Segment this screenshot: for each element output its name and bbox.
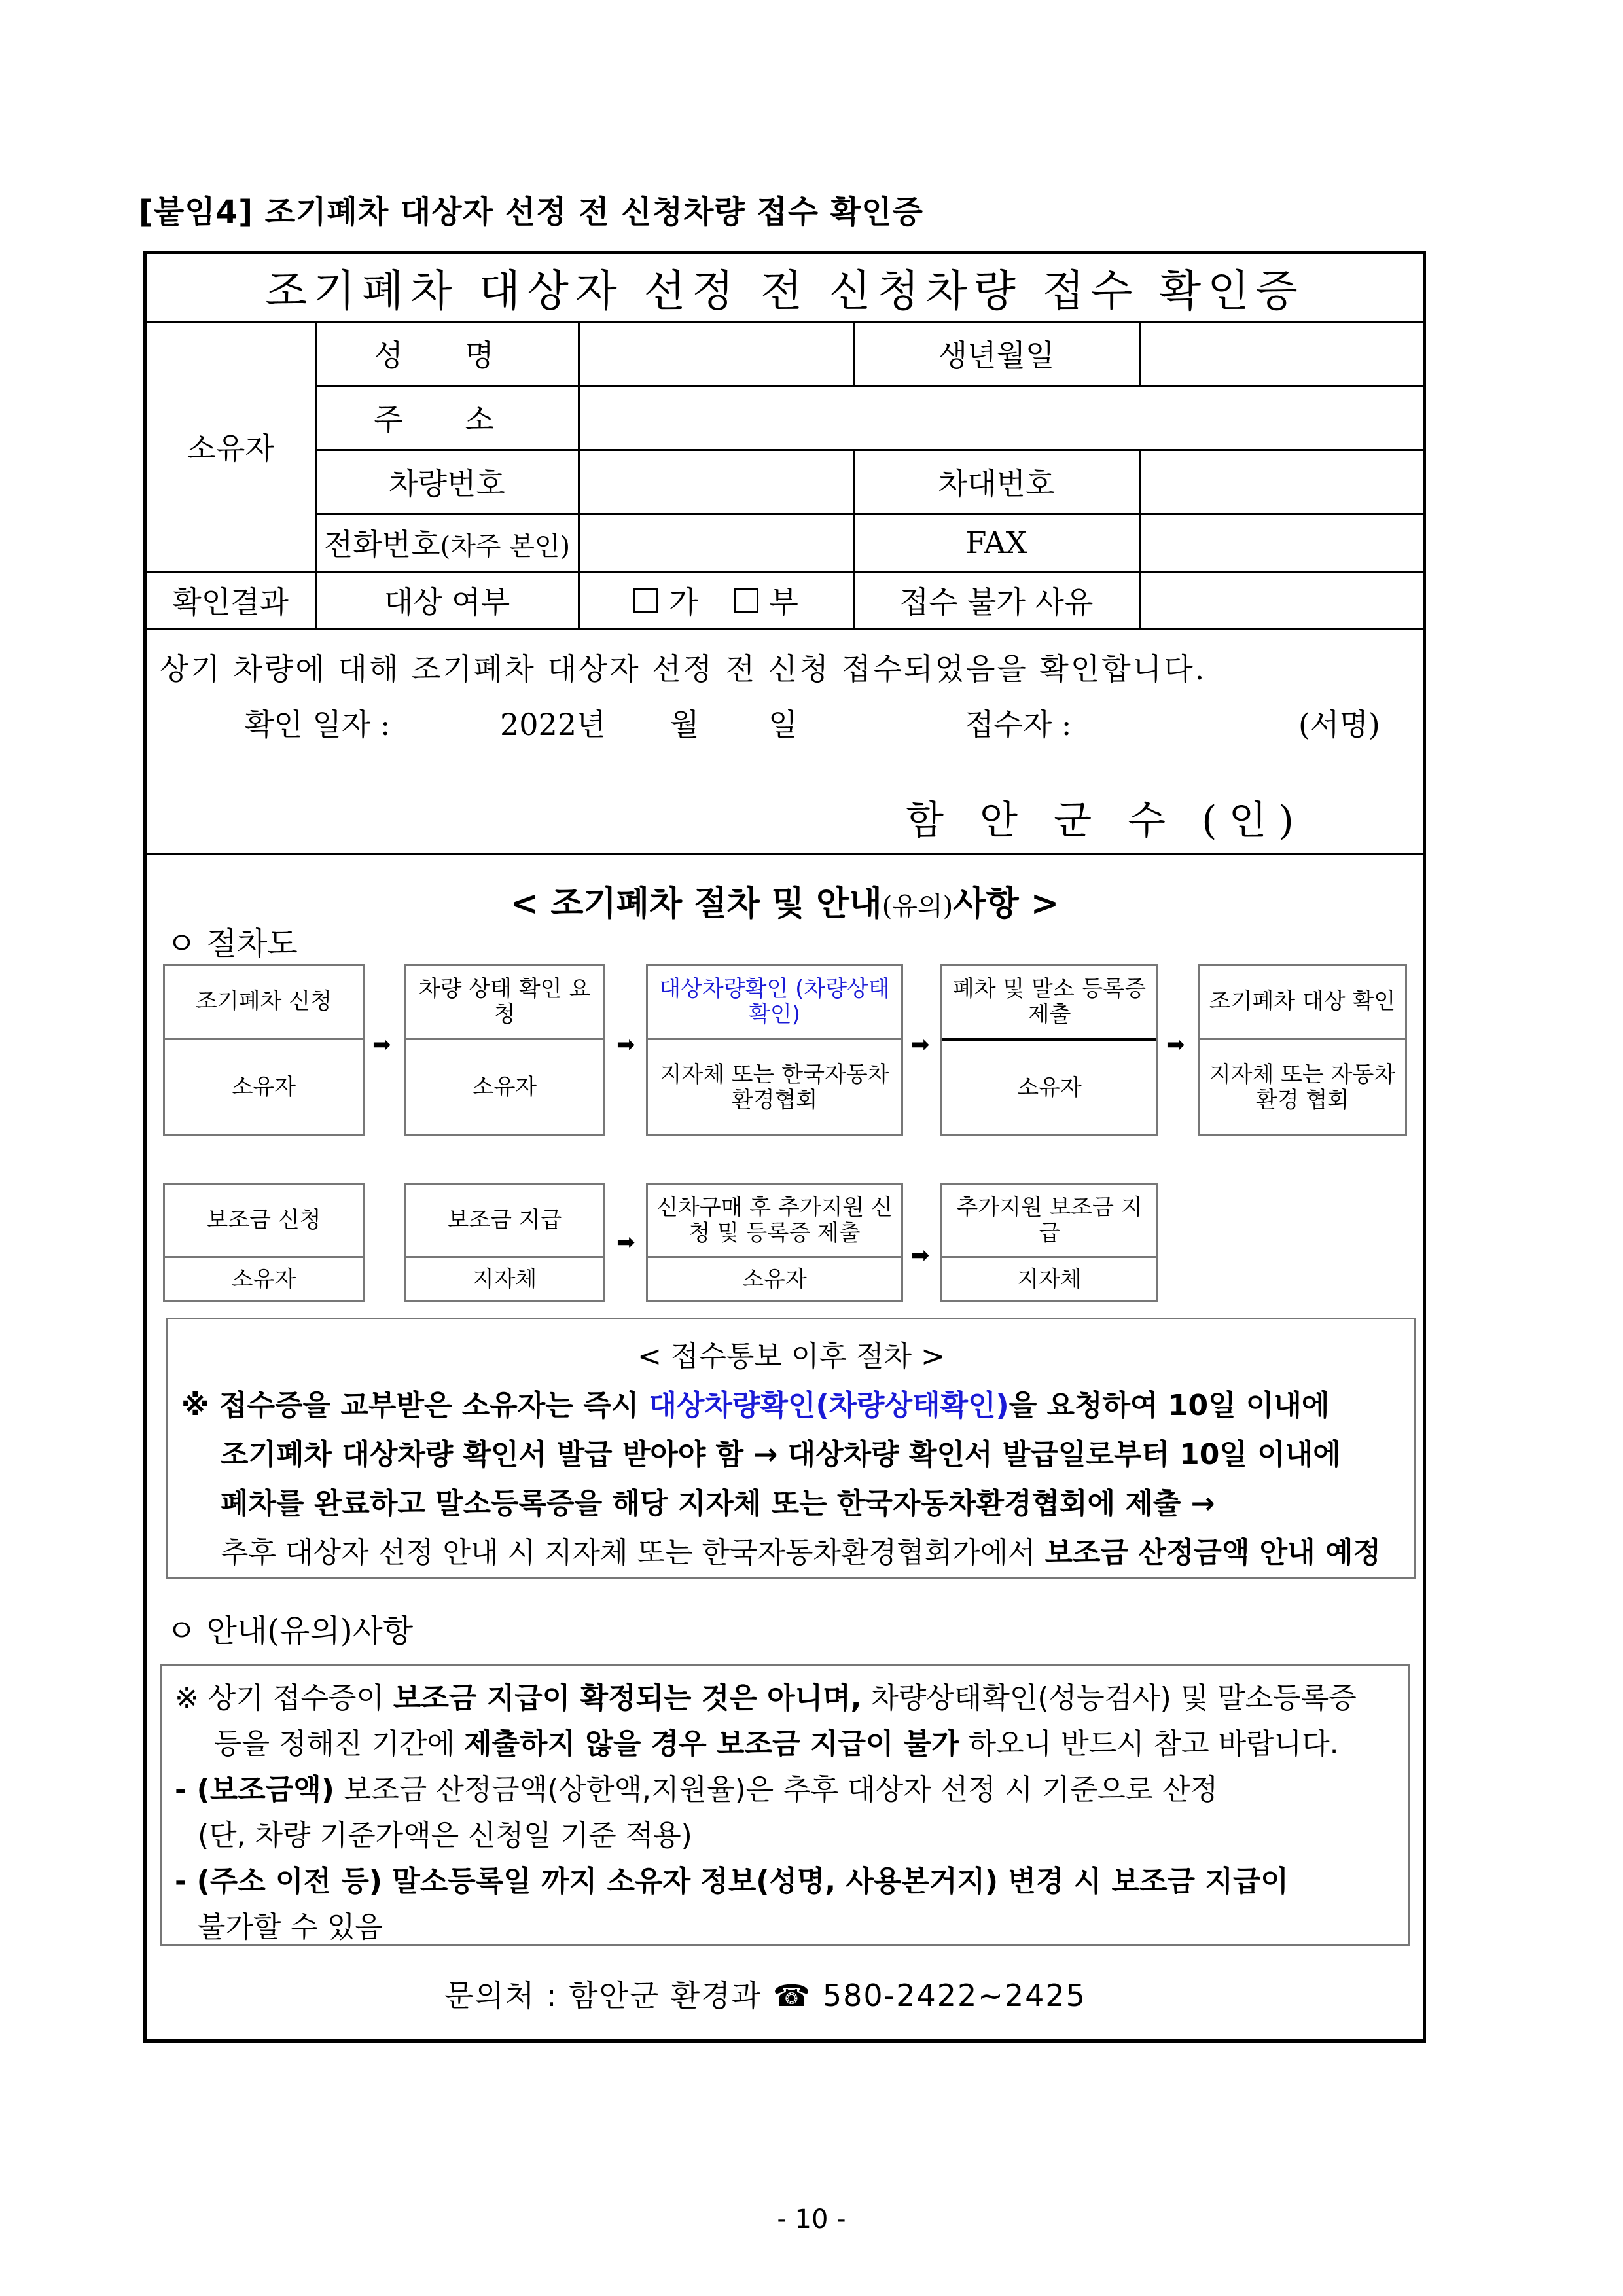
caution-line-6: 불가할 수 있음 <box>198 1910 383 1944</box>
notice-line-1a: ※ 접수증을 교부받은 소유자는 즉시 <box>181 1389 649 1422</box>
flow-step-label: 대상차량확인 (차량상태확인) <box>659 975 890 1028</box>
eligibility-options <box>579 571 853 629</box>
guide-title <box>147 876 1423 925</box>
phone-field[interactable] <box>579 514 853 571</box>
flow-step-label: 신차구매 후 추가지원 신청 및 등록증 제출 <box>656 1194 893 1246</box>
address-label: 주 소 <box>315 386 579 450</box>
arrow-right-icon: ➡ <box>616 1031 635 1058</box>
notice-line-1-highlight: 대상차량확인(차량상태확인) <box>649 1389 1009 1422</box>
certificate-frame <box>143 251 1426 2043</box>
plate-label: 차량번호 <box>315 450 579 514</box>
birth-field[interactable] <box>1139 321 1423 386</box>
flow-step-box <box>940 1183 1158 1302</box>
birth-label: 생년월일 <box>853 321 1139 386</box>
contact-info: 문의처 : 함안군 환경과 ☎ 580-2422~2425 <box>444 1978 1086 2013</box>
flow-step-actor: 소유자 <box>648 1256 901 1302</box>
notice-line-4b: 보조금 산정금액 안내 예정 <box>1044 1536 1381 1570</box>
eligibility-label: 대상 여부 <box>315 571 579 629</box>
flow-step-box <box>1198 964 1407 1136</box>
chassis-field[interactable] <box>1139 450 1423 514</box>
signature-label: (서명) <box>1298 707 1380 742</box>
form-title: 조기폐차 대상자 선정 전 신청차량 접수 확인증 <box>147 254 1423 321</box>
notice-line-4a: 추후 대상자 선정 안내 시 지자체 또는 한국자동차환경협회가에서 <box>221 1536 1045 1570</box>
flow-step-label: 보조금 지급 <box>447 1207 562 1234</box>
chassis-label: 차대번호 <box>853 450 1139 514</box>
guide-title-suffix: 사항 > <box>953 884 1060 924</box>
name-label: 성 명 <box>315 321 579 386</box>
caution-line-1 <box>175 1674 1357 1716</box>
caution-line-4: (단, 차량 기준가액은 신청일 기준 적용) <box>198 1819 692 1852</box>
flow-step-actor: 지자체 또는 자동차환경 협회 <box>1200 1038 1405 1136</box>
confirm-year: 2022년 <box>500 707 606 742</box>
caution-line-2b: 제출하지 않을 경우 보조금 지급이 불가 <box>464 1727 959 1761</box>
flow-step-actor: 지자체 또는 한국자동차환경협회 <box>648 1038 901 1136</box>
caution-line-2a: 등을 정해진 기간에 <box>214 1727 464 1761</box>
flow-step-label: 조기폐차 신청 <box>196 988 332 1015</box>
arrow-right-icon: ➡ <box>372 1031 391 1058</box>
flow-step-label: 조기폐차 대상 확인 <box>1209 988 1396 1015</box>
arrow-right-icon: ➡ <box>1166 1031 1185 1058</box>
caution-line-2 <box>214 1720 1339 1762</box>
checkbox-no[interactable] <box>734 588 758 613</box>
arrow-right-icon: ➡ <box>911 1242 930 1268</box>
phone-label-cell <box>315 514 579 571</box>
caution-line-1c: 차량상태확인(성능검사) 및 말소등록증 <box>861 1681 1357 1715</box>
notice-title: < 접수통보 이후 절차 > <box>637 1340 945 1373</box>
page-number: - 10 - <box>777 2204 846 2234</box>
guide-title-small: (유의) <box>882 891 954 922</box>
guide-title-prefix: < 조기폐차 절차 및 안내 <box>510 884 882 924</box>
option-no-label: 부 <box>769 584 798 620</box>
notice-line-3: 폐차를 완료하고 말소등록증을 해당 지자체 또는 한국자동차환경협회에 제출 → <box>221 1487 1215 1520</box>
confirm-statement: 상기 차량에 대해 조기폐차 대상자 선정 전 신청 접수되었음을 확인합니다. <box>160 651 1207 687</box>
caution-line-3a: - (보조금액) <box>175 1773 334 1806</box>
option-yes-label: 가 <box>669 584 698 620</box>
flow-step-actor: 소유자 <box>165 1256 363 1302</box>
flow-step-box <box>646 964 903 1136</box>
flow-step-label: 차량 상태 확인 요청 <box>418 975 591 1028</box>
flow-step-box <box>646 1183 903 1302</box>
caution-line-1a: ※ 상기 접수증이 <box>175 1681 393 1715</box>
notice-line-1b: 을 요청하여 10일 이내에 <box>1008 1389 1330 1422</box>
phone-label: 전화번호 <box>323 527 440 562</box>
owner-label: 소유자 <box>147 321 315 571</box>
flow-step-box <box>940 964 1158 1136</box>
checkbox-yes[interactable] <box>633 588 658 613</box>
caution-line-3b: 보조금 산정금액(상한액,지원율)은 추후 대상자 선정 시 기준으로 산정 <box>334 1773 1219 1806</box>
flow-step-label: 보조금 신청 <box>206 1207 321 1234</box>
confirm-date-label: 확인 일자 : <box>245 707 391 742</box>
post-receipt-notice <box>166 1318 1416 1579</box>
address-field[interactable] <box>579 386 1423 450</box>
flow-step-actor: 지자체 <box>406 1256 603 1302</box>
procedure-label: ㅇ 절차도 <box>166 925 298 962</box>
applicant-form-table <box>147 254 1423 630</box>
flow-step-actor: 소유자 <box>165 1038 363 1136</box>
confirm-month: 월 <box>670 707 700 742</box>
fax-field[interactable] <box>1139 514 1423 571</box>
plate-field[interactable] <box>579 450 853 514</box>
name-field[interactable] <box>579 321 853 386</box>
flow-step-actor: 소유자 <box>406 1038 603 1136</box>
reject-reason-label: 접수 불가 사유 <box>853 571 1139 629</box>
flow-step-box <box>163 964 365 1136</box>
confirm-day: 일 <box>768 707 798 742</box>
confirmation-section <box>147 632 1423 855</box>
issuer-seal: 함 안 군 수 (인) <box>906 798 1306 844</box>
flow-step-box <box>404 964 605 1136</box>
flow-step-box <box>163 1183 365 1302</box>
arrow-right-icon: ➡ <box>911 1031 930 1058</box>
flow-step-label: 추가지원 보조금 지급 <box>956 1194 1143 1246</box>
phone-note: (차주 본인) <box>440 531 571 562</box>
notice-line-4 <box>221 1529 1381 1571</box>
attachment-title: [붙임4] 조기폐차 대상자 선정 전 신청차량 접수 확인증 <box>139 194 923 230</box>
receiver-label: 접수자 : <box>965 707 1072 742</box>
flow-step-box <box>404 1183 605 1302</box>
caution-notes-box <box>160 1664 1410 1946</box>
caution-line-1b: 보조금 지급이 확정되는 것은 아니며, <box>393 1681 862 1715</box>
flow-step-label: 폐차 및 말소 등록증 제출 <box>952 975 1147 1028</box>
caution-line-2c: 하오니 반드시 참고 바랍니다. <box>959 1727 1339 1761</box>
fax-label: FAX <box>853 514 1139 571</box>
notice-line-1 <box>181 1382 1329 1424</box>
notice-line-2: 조기폐차 대상차량 확인서 발급 받아야 함 → 대상차량 확인서 발급일로부터 10일 이내에 <box>221 1438 1341 1471</box>
caution-line-5: - (주소 이전 등) 말소등록일 까지 소유자 정보(성명, 사용본거지) 변경 시 보조금 지급이 <box>175 1865 1289 1898</box>
flow-step-actor: 소유자 <box>942 1038 1156 1136</box>
flow-step-actor: 지자체 <box>942 1256 1156 1302</box>
notes-label: ㅇ 안내(유의)사항 <box>166 1613 414 1649</box>
arrow-right-icon: ➡ <box>616 1229 635 1255</box>
reject-reason-field[interactable] <box>1139 571 1423 629</box>
caution-line-3 <box>175 1766 1218 1808</box>
result-label: 확인결과 <box>147 571 315 629</box>
